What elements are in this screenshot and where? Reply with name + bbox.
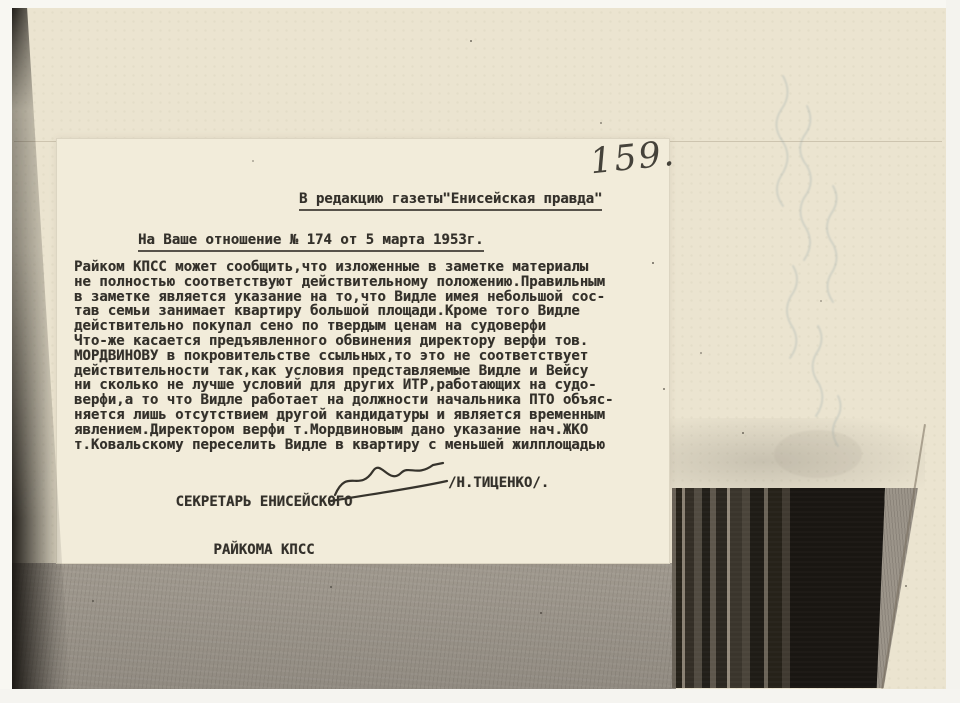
letter-line: ни сколько не лучше условий для других ИТР,работающих на судо-: [74, 377, 597, 394]
dark-door-background: [672, 488, 885, 688]
letter-line: Райком КПСС может сообщить,что изложенные в заметке материалы: [74, 259, 589, 275]
typed-letter: [56, 138, 670, 564]
ink-bleed-through: [763, 66, 868, 486]
letter-line: верфи,а то что Видле работает на должности начальника ПТО объяс-: [74, 392, 614, 409]
signature-title-line1: СЕКРЕТАРЬ ЕНИСЕЙСКОГО: [175, 494, 353, 510]
letter-line: Что-же касается предъявленного обвинения директору верфи тов.: [74, 332, 589, 349]
letter-line: тав семьи занимает квартиру большой площади.Кроме того Видле: [74, 303, 580, 320]
letter-line: в заметке является указание на то,что Видле имея небольшой сос-: [74, 288, 606, 305]
photo-border-right: [946, 0, 960, 703]
photo-border-bottom: [0, 689, 960, 703]
letter-line: действительности так,как условия представляемые Видле и Вейсу: [74, 362, 589, 379]
recipient-line: В редакцию газеты"Енисейская правда": [299, 191, 602, 211]
letter-line: т.Ковальскому переселить Видле в квартиру с меньшей жилплощадью: [74, 436, 606, 453]
letter-body: [74, 260, 613, 452]
signature-name: /Н.ТИЦЕНКО/.: [448, 475, 550, 491]
letter-line: явлением.Директором верфи т.Мордвиновым дано указание нач.ЖКО: [74, 421, 589, 438]
letter-line: не полностью соответствуют действительному положению.Правильным: [74, 273, 606, 290]
letter-line: няется лишь отсутствием другой кандидатуры и является временным: [74, 406, 606, 423]
photo-border-left: [0, 0, 12, 703]
photo-border-top: [0, 0, 960, 8]
letter-line: действительно покупал сено по твердым ценам на судоверфи: [74, 318, 547, 335]
letter-line: МОРДВИНОВУ в покровительстве ссыльных,то это не соответствует: [74, 347, 589, 364]
handwritten-signature: [329, 455, 453, 507]
handwritten-page-number: 159.: [588, 133, 678, 183]
reference-line: На Ваше отношение № 174 от 5 марта 1953г.: [138, 232, 484, 252]
signature-title-line2: РАЙКОМА КПСС: [213, 542, 315, 558]
